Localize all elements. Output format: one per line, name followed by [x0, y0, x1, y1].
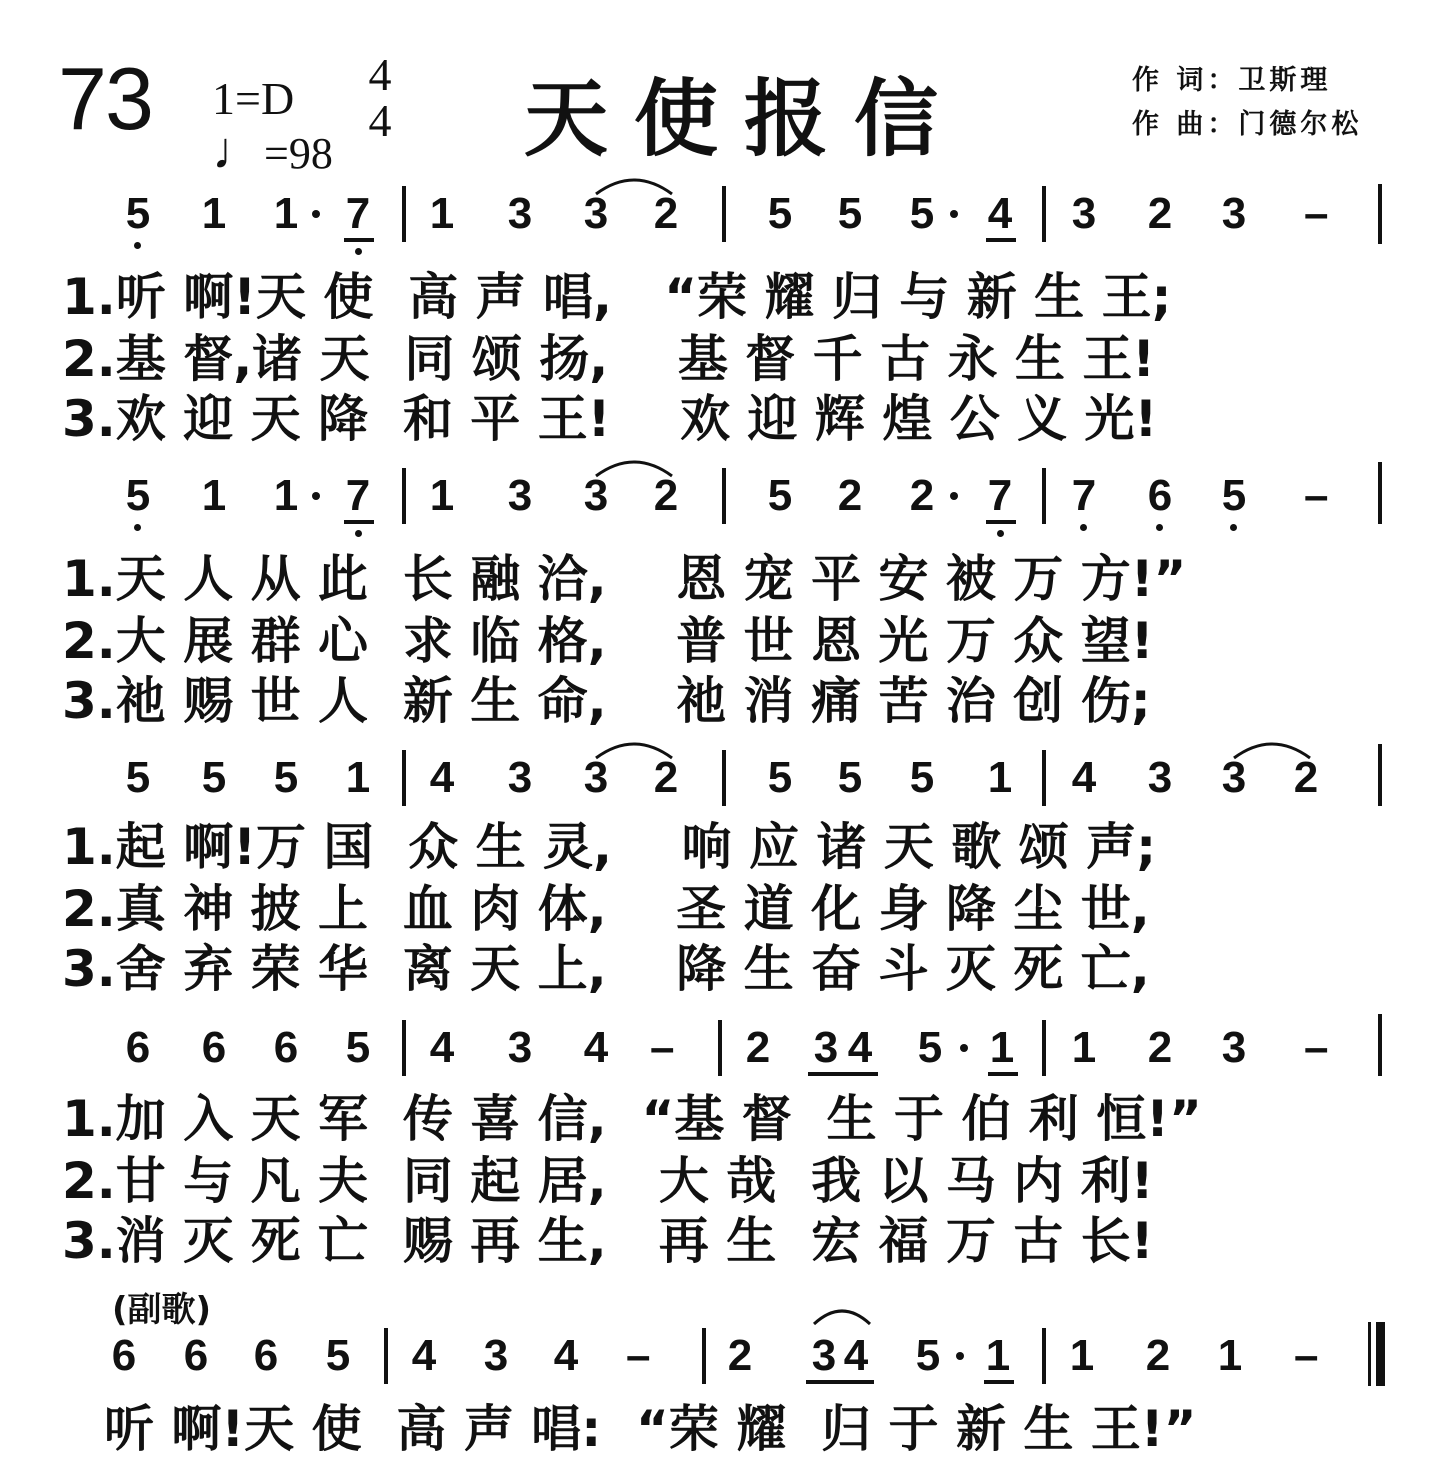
- note: 7: [1071, 471, 1097, 520]
- note: 7: [345, 471, 371, 520]
- lyricist-credit: 作 词：卫斯理: [1132, 65, 1332, 96]
- note: 1: [1071, 1023, 1097, 1072]
- lower-octave-dot: [134, 242, 141, 249]
- lyric-line: 3.欢 迎 天 降 和 平 王! 欢 迎 辉 煌 公 义 光!: [62, 390, 1158, 448]
- barline: [722, 186, 726, 242]
- barline: [702, 1328, 706, 1384]
- note: 1: [429, 471, 455, 520]
- barline: [402, 468, 406, 524]
- lower-octave-dot: [1156, 524, 1163, 531]
- note: 3: [507, 1023, 533, 1072]
- note: 3: [811, 1331, 837, 1380]
- tempo-value: =98: [264, 129, 333, 178]
- lyric-line: 2.真 神 披 上 血 肉 体, 圣 道 化 身 降 尘 世,: [62, 880, 1150, 938]
- lower-octave-dot: [997, 530, 1004, 537]
- note: 1: [1069, 1331, 1095, 1380]
- note: 5: [909, 753, 935, 802]
- note: 2: [653, 189, 679, 238]
- augmentation-dot: [950, 492, 958, 500]
- note: 3: [583, 471, 609, 520]
- note: 4: [987, 189, 1013, 238]
- note: 1: [429, 189, 455, 238]
- note: 1: [201, 189, 227, 238]
- note: 1: [985, 1331, 1011, 1380]
- quarter-note-icon: ♩: [212, 123, 264, 180]
- barline: [722, 750, 726, 806]
- key-signature: 1=D: [212, 73, 295, 124]
- note: 2: [909, 471, 935, 520]
- note: 5: [345, 1023, 371, 1072]
- barline: [1042, 1020, 1046, 1076]
- augmentation-dot: [312, 492, 320, 500]
- note: 3: [483, 1331, 509, 1380]
- lyric-line-refrain: 听 啊!天 使 高 声 唱: “荣 耀 归 于 新 生 王!”: [104, 1400, 1197, 1458]
- note: 1: [201, 471, 227, 520]
- lower-octave-dot: [355, 530, 362, 537]
- note: 7: [345, 189, 371, 238]
- lyric-line: 1.听 啊!天 使 高 声 唱, “荣 耀 归 与 新 生 王;: [62, 268, 1172, 326]
- note: 6: [273, 1023, 299, 1072]
- barline: [1042, 1328, 1046, 1384]
- note: 2: [1147, 1023, 1173, 1072]
- note: 2: [837, 471, 863, 520]
- note: 6: [111, 1331, 137, 1380]
- time-signature-top: 4: [368, 49, 392, 100]
- note: 7: [987, 471, 1013, 520]
- note: 3: [507, 753, 533, 802]
- note: 2: [727, 1331, 753, 1380]
- note: 5: [1221, 471, 1247, 520]
- slur: [812, 1304, 872, 1326]
- note: 1: [1217, 1331, 1243, 1380]
- composer-credit: 作 曲：门德尔松: [1132, 109, 1363, 140]
- lyric-line: 1.天 人 从 此 长 融 洽, 恩 宠 平 安 被 万 方!”: [62, 550, 1187, 608]
- note: 2: [745, 1023, 771, 1072]
- barline: [402, 1020, 406, 1076]
- note: 2: [653, 753, 679, 802]
- slur: [594, 456, 674, 478]
- barline: [1378, 744, 1382, 806]
- note: 1: [987, 753, 1013, 802]
- lower-octave-dot: [1080, 524, 1087, 531]
- barline: [722, 468, 726, 524]
- underline: [986, 520, 1016, 524]
- augmentation-dot: [312, 210, 320, 218]
- lyric-line: 2.大 展 群 心 求 临 格, 普 世 恩 光 万 众 望!: [62, 612, 1154, 670]
- note: 3: [813, 1023, 839, 1072]
- note: 5: [837, 189, 863, 238]
- note: 6: [1147, 471, 1173, 520]
- time-signature: [360, 49, 400, 146]
- hold-dash: –: [626, 1331, 651, 1380]
- underline: [984, 1380, 1014, 1384]
- underline: [806, 1380, 874, 1384]
- note: 1: [345, 753, 371, 802]
- note: 5: [837, 753, 863, 802]
- final-barline-thick: [1376, 1322, 1385, 1386]
- note: 5: [915, 1331, 941, 1380]
- note: 4: [411, 1331, 437, 1380]
- note: 6: [183, 1331, 209, 1380]
- lyric-line: 3.消 灭 死 亡 赐 再 生, 再 生 宏 福 万 古 长!: [62, 1212, 1154, 1270]
- note: 3: [507, 471, 533, 520]
- hold-dash: –: [650, 1023, 675, 1072]
- note: 5: [125, 189, 151, 238]
- underline: [344, 520, 374, 524]
- underline: [988, 1072, 1018, 1076]
- hold-dash: –: [1304, 189, 1329, 238]
- hold-dash: –: [1304, 471, 1329, 520]
- refrain-label: (副歌): [112, 1290, 212, 1330]
- note: 3: [583, 753, 609, 802]
- note: 3: [1221, 753, 1247, 802]
- hymn-title: 天使报信: [524, 70, 965, 168]
- note: 5: [917, 1023, 943, 1072]
- barline: [1042, 468, 1046, 524]
- note: 2: [1147, 189, 1173, 238]
- hold-dash: –: [1304, 1023, 1329, 1072]
- barline: [402, 186, 406, 242]
- underline: [808, 1072, 878, 1076]
- note: 4: [429, 1023, 455, 1072]
- note: 4: [843, 1331, 869, 1380]
- lower-octave-dot: [355, 248, 362, 255]
- slur: [594, 174, 674, 196]
- note: 3: [507, 189, 533, 238]
- note: 5: [767, 753, 793, 802]
- augmentation-dot: [950, 210, 958, 218]
- underline: [986, 238, 1016, 242]
- note: 5: [909, 189, 935, 238]
- note: 4: [583, 1023, 609, 1072]
- hold-dash: –: [1294, 1331, 1319, 1380]
- note: 6: [253, 1331, 279, 1380]
- barline: [402, 750, 406, 806]
- note: 3: [1221, 189, 1247, 238]
- lower-octave-dot: [1230, 524, 1237, 531]
- lyric-line: 2.基 督,诸 天 同 颂 扬, 基 督 千 古 永 生 王!: [62, 330, 1156, 388]
- lyric-line: 3.舍 弃 荣 华 离 天 上, 降 生 奋 斗 灭 死 亡,: [62, 940, 1150, 998]
- underline: [344, 238, 374, 242]
- barline: [1378, 462, 1382, 524]
- lyric-line: 1.加 入 天 军 传 喜 信, “基 督 生 于 伯 利 恒!”: [62, 1090, 1202, 1148]
- note: 1: [989, 1023, 1015, 1072]
- note: 3: [1071, 189, 1097, 238]
- note: 5: [325, 1331, 351, 1380]
- note: 4: [553, 1331, 579, 1380]
- lyric-line: 2.甘 与 凡 夫 同 起 居, 大 哉 我 以 马 内 利!: [62, 1152, 1154, 1210]
- note: 3: [1147, 753, 1173, 802]
- lower-octave-dot: [134, 524, 141, 531]
- note: 5: [125, 753, 151, 802]
- lyric-line: 3.祂 赐 世 人 新 生 命, 祂 消 痛 苦 治 创 伤;: [62, 672, 1151, 730]
- barline: [1378, 184, 1382, 244]
- slur: [1232, 738, 1312, 760]
- augmentation-dot: [960, 1044, 968, 1052]
- final-barline-thin: [1368, 1322, 1371, 1386]
- note: 4: [429, 753, 455, 802]
- lyric-line: 1.起 啊!万 国 众 生 灵, 响 应 诸 天 歌 颂 声;: [62, 818, 1157, 876]
- note: 3: [1221, 1023, 1247, 1072]
- note: 5: [201, 753, 227, 802]
- note: 2: [653, 471, 679, 520]
- barline: [1042, 186, 1046, 242]
- time-signature-bottom: 4: [368, 95, 392, 146]
- note: 2: [1145, 1331, 1171, 1380]
- note: 6: [125, 1023, 151, 1072]
- barline: [1042, 750, 1046, 806]
- note: 2: [1293, 753, 1319, 802]
- note: 5: [273, 753, 299, 802]
- hymn-number: 73: [58, 49, 152, 148]
- augmentation-dot: [956, 1352, 964, 1360]
- note: 5: [125, 471, 151, 520]
- note: 5: [767, 189, 793, 238]
- note: 4: [1071, 753, 1097, 802]
- tempo-marking: [212, 122, 333, 181]
- barline: [384, 1328, 388, 1384]
- barline: [1378, 1014, 1382, 1076]
- note: 1: [273, 189, 299, 238]
- note: 5: [767, 471, 793, 520]
- slur: [594, 738, 674, 760]
- barline: [718, 1020, 722, 1076]
- note: 4: [847, 1023, 873, 1072]
- note: 1: [273, 471, 299, 520]
- note: 6: [201, 1023, 227, 1072]
- note: 3: [583, 189, 609, 238]
